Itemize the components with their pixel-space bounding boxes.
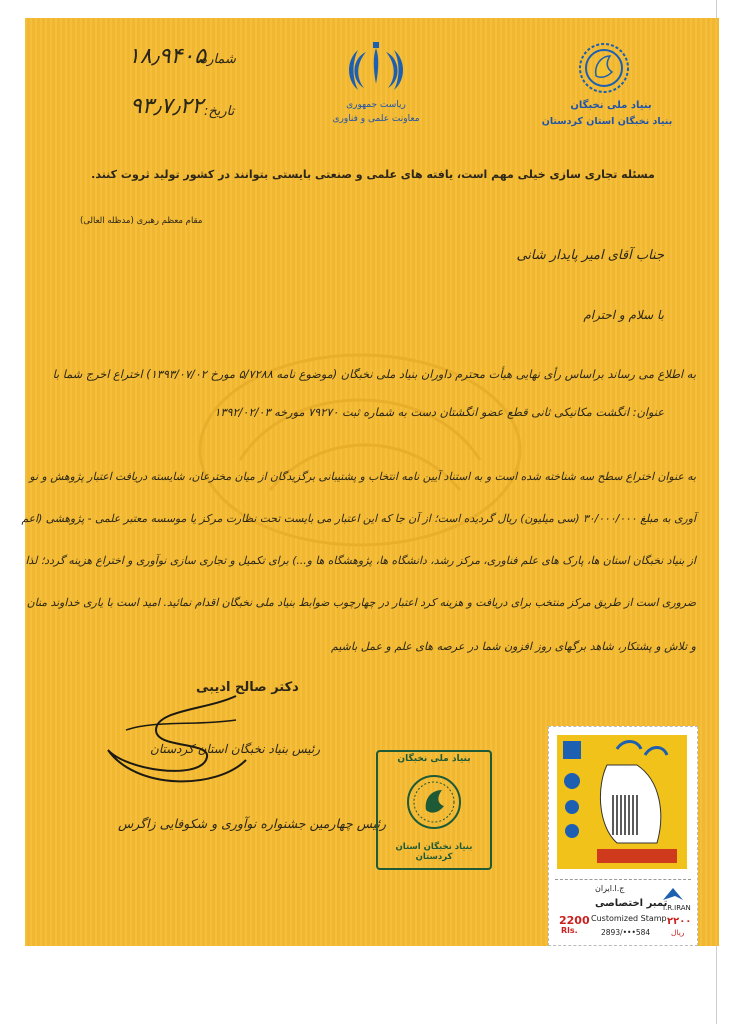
stamp-serial: 2893/•••584	[601, 928, 651, 937]
watermark-emblem	[180, 320, 540, 580]
iran-emblem-icon	[346, 40, 406, 96]
signatory-title-1: رئیس بنیاد نخبگان استان کردستان	[150, 742, 320, 756]
body-line-3: به عنوان اختراع سطح سه شناخته شده است و به استناد آیین نامه انتخاب و پشتیبانی برگزیدگان از میان مخترعان، شایسته دریافت اعتبار پژوهش و نو	[29, 470, 696, 483]
stamp-type-en: Customized Stamp	[591, 914, 667, 923]
body-line-2: عنوان: انگشت مکانیکی ثانی قطع عضو انگشتان دست به شماره ثبت ۷۹۲۷۰ مورخه ۱۳۹۲/۰۲/۰۳	[214, 406, 664, 419]
body-line-4: آوری به مبلغ ۳۰/۰۰۰/۰۰۰ (سی میلیون) ریال گردیده است؛ از آن جا که این اعتبار می بایست تحت نظارت مرکز یا موسسه معتبر علمی - پژوهشی (اعم	[21, 512, 696, 525]
stamp-bottom-panel	[555, 879, 691, 940]
greeting: با سلام و احترام	[583, 308, 664, 322]
seal-top-text: بنیاد ملی نخبگان	[397, 754, 471, 764]
body-line-7: و تلاش و پشتکار، شاهد برگهای روز افزون شما در عرصه های علم و عمل باشیم	[331, 640, 696, 653]
right-org-line2: بنیاد نخبگان استان کردستان	[541, 116, 673, 127]
signatory-name: دکتر صالح ادیبی	[196, 680, 299, 695]
addressee: جناب آقای امیر پایدار شانی	[516, 248, 664, 263]
stamp-price-en: 2200	[559, 914, 590, 927]
date-label: تاریخ:	[204, 104, 235, 119]
seal-emblem-icon	[404, 772, 464, 832]
elite-foundation-logo-icon	[576, 40, 632, 96]
leader-quote-author: مقام معظم رهبری (مدظله العالی)	[80, 216, 203, 226]
stamp-country-fa: ج.ا.ایران	[595, 884, 625, 893]
left-org-line1: ریاست جمهوری	[346, 100, 406, 110]
stamp-currency-en: Rls.	[561, 926, 578, 935]
stamp-country-en: I.R.IRAN	[663, 904, 691, 912]
right-org-line1: بنیاد ملی نخبگان	[570, 100, 652, 111]
left-org-line2: معاونت علمی و فناوری	[332, 114, 420, 124]
signatory-title-2: رئیس چهارمین جشنواره نوآوری و شکوفایی زاگرس	[118, 816, 386, 831]
seal-bottom-text: بنیاد نخبگان استان کردستان	[395, 842, 473, 862]
official-seal	[376, 750, 492, 870]
body-line-5: از بنیاد نخبگان استان ها، پارک های علم فناوری، مرکز رشد، دانشگاه ها، پژوهشگاه ها و...) برای تکمیل و تجاری سازی نوآوری و اختراع هزینه گردد؛ لذا	[25, 554, 696, 567]
stamp-artwork	[557, 735, 687, 869]
number-label: شماره:	[196, 52, 236, 67]
leader-quote: مسئله تجاری سازی خیلی مهم است، یافته های علمی و صنعتی بایستی بتوانند در کشور تولید ثروت کنند.	[91, 168, 655, 181]
stamp-illustration-icon	[557, 735, 687, 869]
stamp-type-fa: تمبر اختصاصی	[595, 898, 668, 909]
body-line-6: ضروری است از طریق مرکز منتخب برای دریافت و هزینه کرد اعتبار در چهارچوب ضوابط بنیاد ملی نخبگان اقدام نمائید. امید است با یاری خداوند منان	[26, 596, 696, 609]
stamp-price-fa: ۲۲۰۰	[667, 916, 692, 927]
body-line-1: به اطلاع می رساند براساس رأی نهایی هیأت محترم داوران بنیاد ملی نخبگان (موضوع نامه ۵/۷۲۸۸ مورخ ۱۳۹۳/۰۷/۰۲) اختراع اخرج شما با	[52, 368, 696, 381]
letter-number: ۱۸٫۹۴۰۵	[128, 44, 207, 69]
stamp-currency-fa: ریال	[671, 928, 685, 937]
letter-date: ۹۳٫۷٫۲۲	[130, 94, 204, 119]
postage-stamp	[548, 726, 698, 946]
